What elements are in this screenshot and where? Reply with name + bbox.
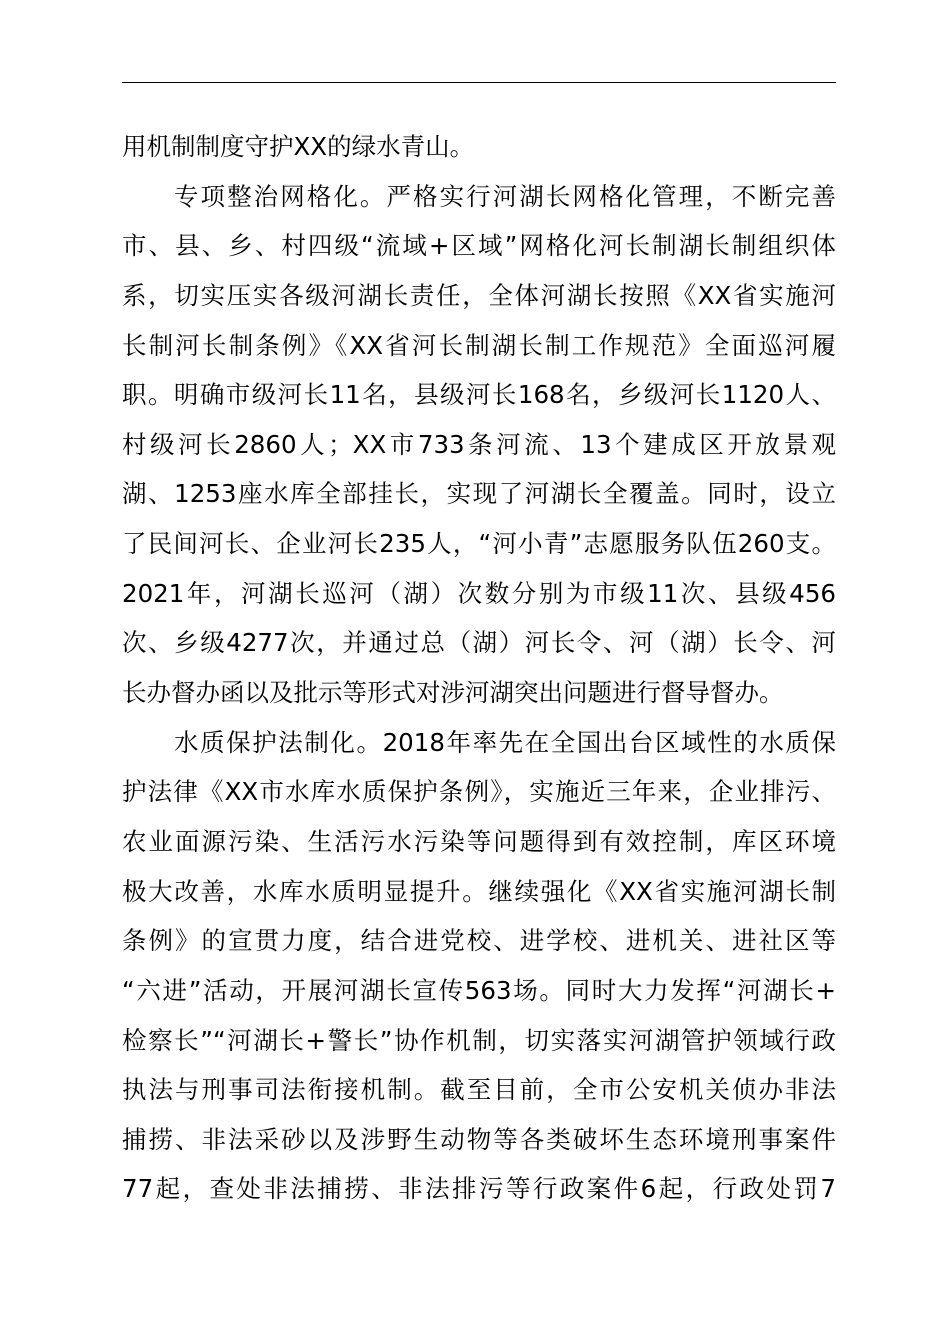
- header-rule: [122, 82, 836, 83]
- paragraph-line: 专项整治网格化。严格实行河湖长网格化管理，不断完善: [174, 181, 836, 211]
- paragraph-line: 捕捞、非法采砂以及涉野生动物等各类破坏生态环境刑事案件: [122, 1124, 836, 1154]
- paragraph-line: 市、县、乡、村四级“流域+区域”网格化河长制湖长制组织体: [122, 231, 836, 261]
- paragraph-line: 水质保护法制化。2018年率先在全国出台区域性的水质保: [174, 727, 836, 757]
- paragraph-line: 村级河长2860人；XX市733条河流、13个建成区开放景观: [122, 429, 836, 459]
- paragraph-line: 长办督办函以及批示等形式对涉河湖突出问题进行督导督办。: [122, 678, 784, 708]
- paragraph-line: 长制河长制条例》《XX省河长制湖长制工作规范》全面巡河履: [122, 330, 836, 360]
- paragraph-line: 农业面源污染、生活污水污染等问题得到有效控制，库区环境: [122, 826, 836, 856]
- paragraph-line: 护法律《XX市水库水质保护条例》，实施近三年来，企业排污、: [122, 777, 836, 807]
- paragraph-line: 系，切实压实各级河湖长责任，全体河湖长按照《XX省实施河: [122, 280, 836, 310]
- paragraph-line: 检察长”“河湖长+警长”协作机制，切实落实河湖管护领域行政: [122, 1025, 836, 1055]
- paragraph-line: 2021年，河湖长巡河（湖）次数分别为市级11次、县级456: [122, 578, 836, 608]
- document-body: [122, 122, 836, 1214]
- paragraph-line: 了民间河长、企业河长235人，“河小青”志愿服务队伍260支。: [122, 529, 836, 559]
- paragraph-line: 次、乡级4277次，并通过总（湖）河长令、河（湖）长令、河: [122, 628, 836, 658]
- paragraph-line: 职。明确市级河长11名，县级河长168名，乡级河长1120人、: [122, 380, 836, 410]
- paragraph-line: 极大改善，水库水质明显提升。继续强化《XX省实施河湖长制: [122, 876, 836, 906]
- paragraph-line: 77起，查处非法捕捞、非法排污等行政案件6起，行政处罚7: [122, 1174, 836, 1204]
- paragraph-line: 执法与刑事司法衔接机制。截至目前，全市公安机关侦办非法: [122, 1075, 836, 1105]
- paragraph-line: 湖、1253座水库全部挂长，实现了河湖长全覆盖。同时，设立: [122, 479, 836, 509]
- paragraph-line: 用机制制度守护XX的绿水青山。: [122, 132, 475, 161]
- paragraph-line: “六进”活动，开展河湖长宣传563场。同时大力发挥“河湖长+: [122, 975, 836, 1005]
- paragraph-line: 条例》的宣贯力度，结合进党校、进学校、进机关、进社区等: [122, 926, 836, 956]
